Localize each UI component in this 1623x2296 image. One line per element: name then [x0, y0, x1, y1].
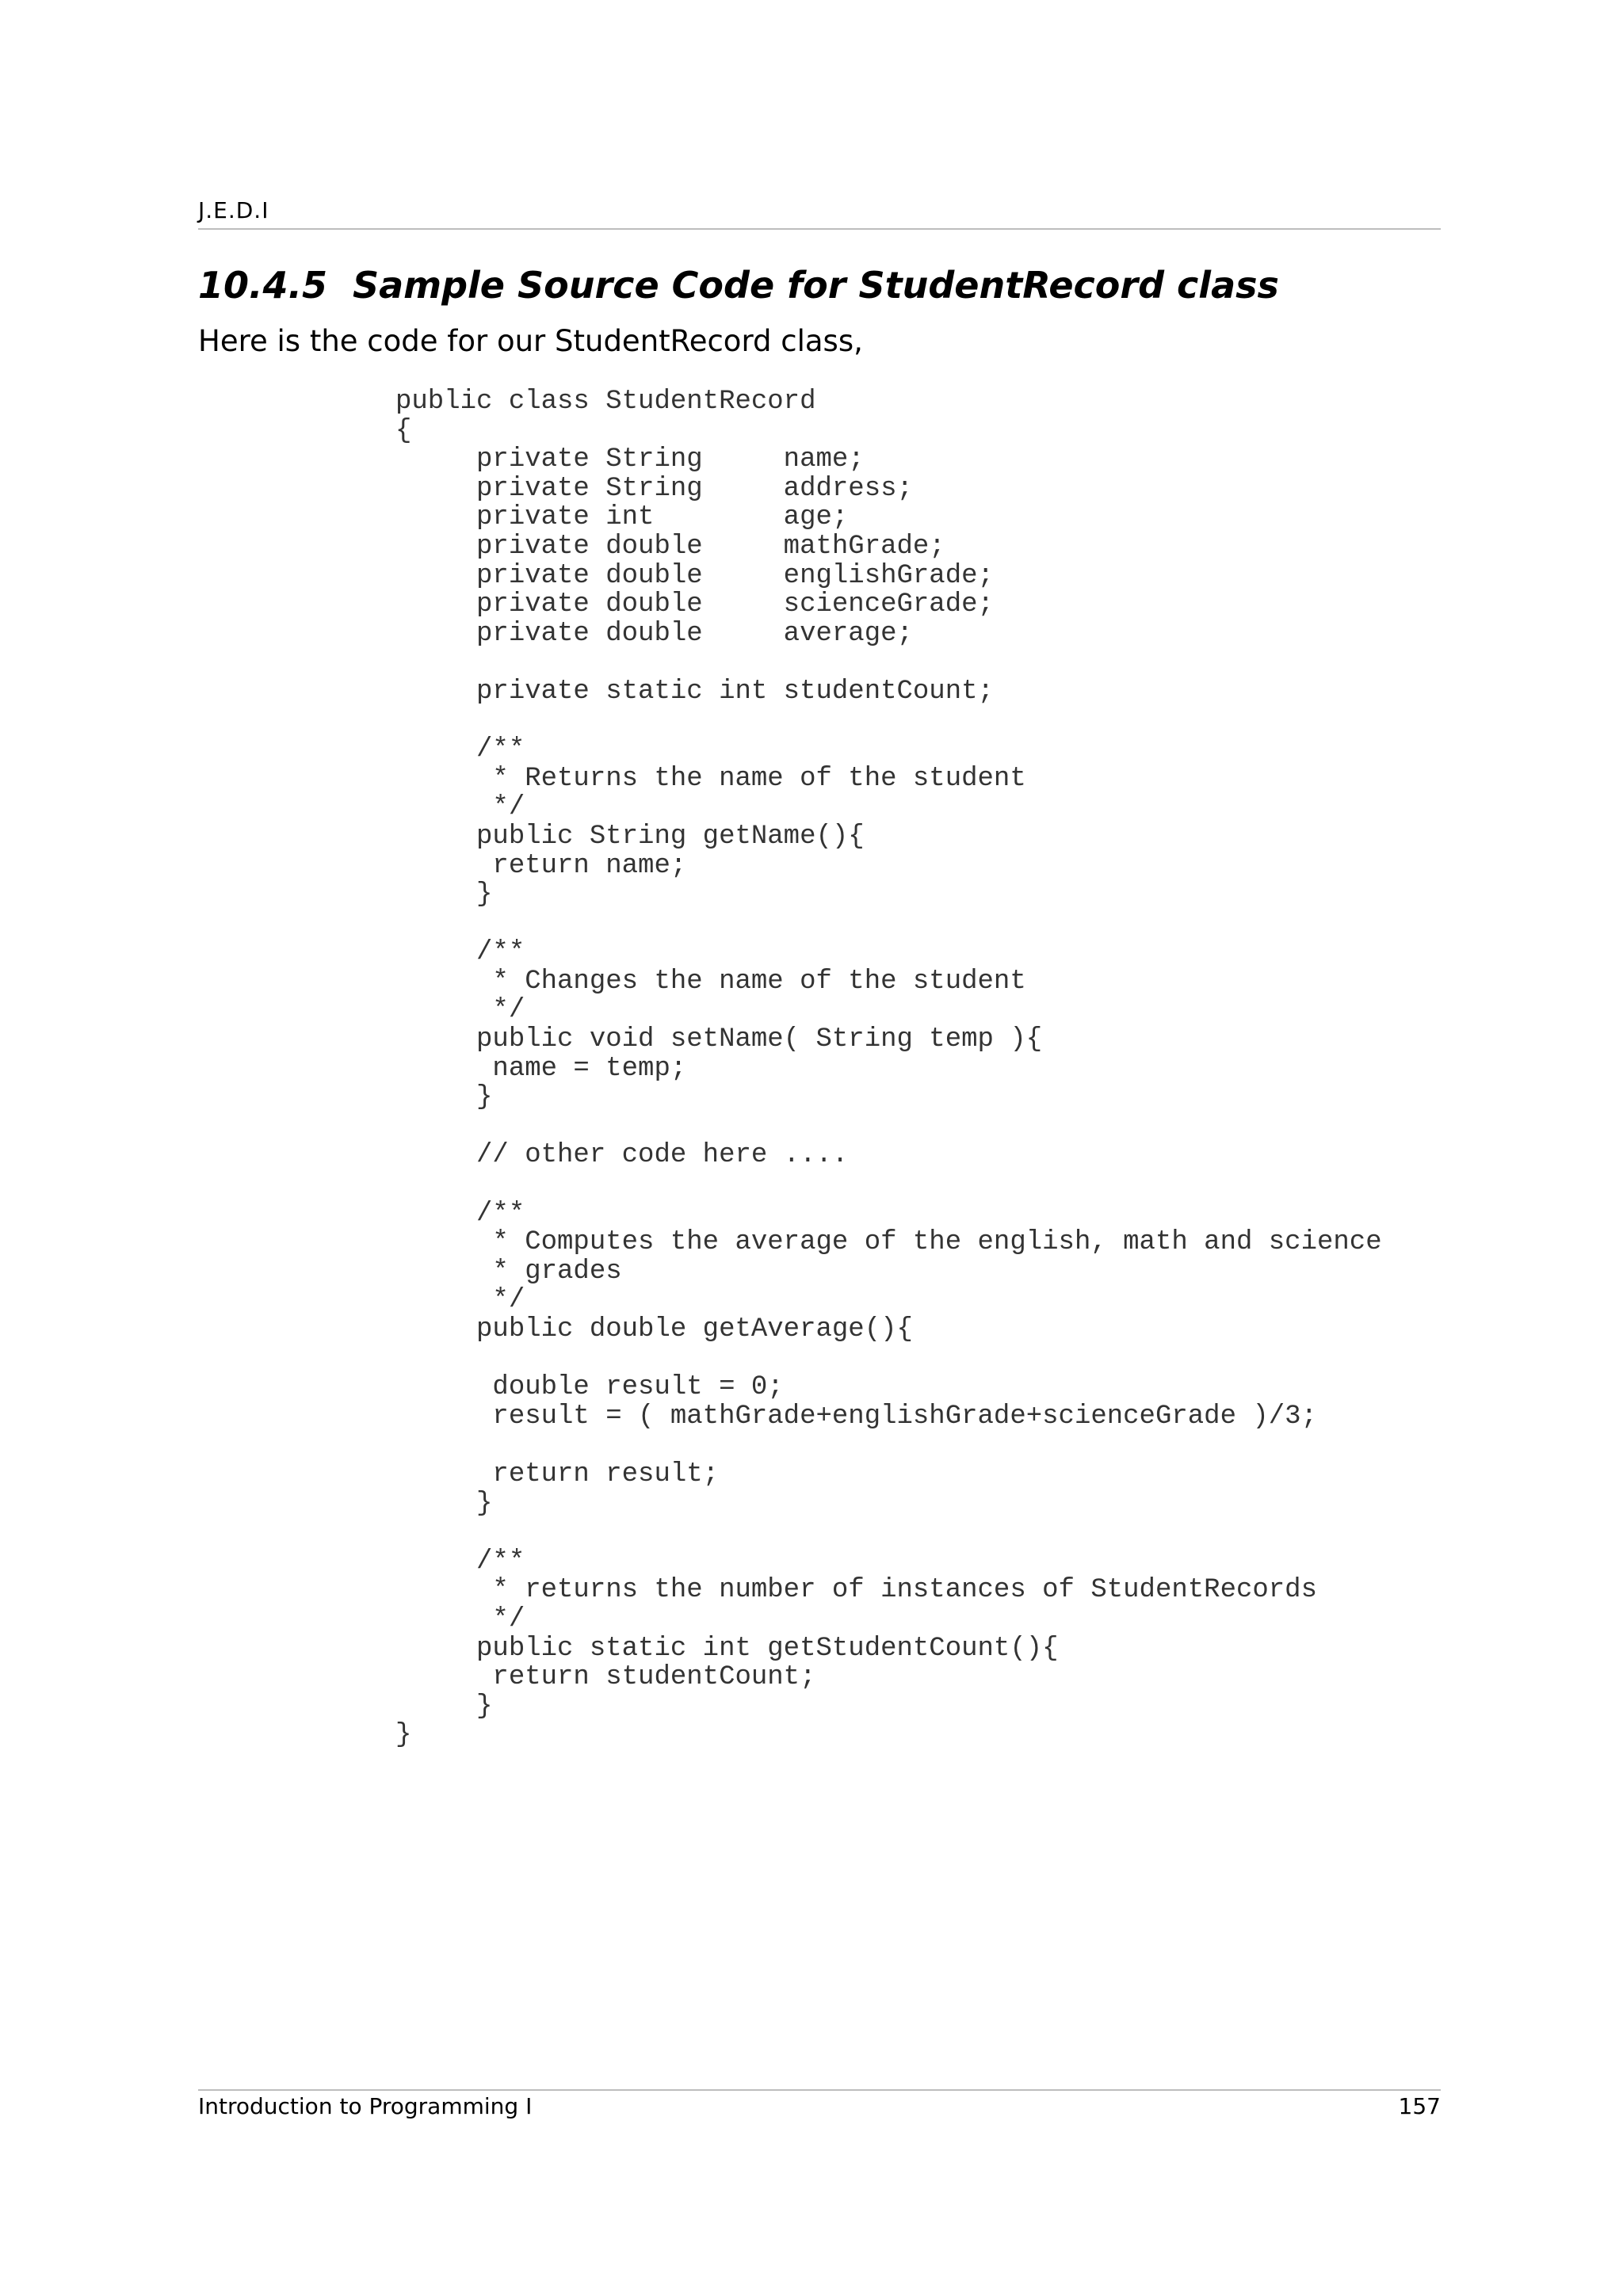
header-divider [198, 228, 1441, 230]
footer-divider [198, 2089, 1441, 2091]
section-title: 10.4.5 Sample Source Code for StudentRecord class [198, 264, 1279, 307]
running-header: J.E.D.I [198, 197, 269, 223]
page-number: 157 [1398, 2093, 1441, 2119]
code-listing: public class StudentRecord { private String name; private String address; private int age; private double mathGrade; private double englishGrade; private double scienceGrade; private double average; private static int studentCount; /** * Returns the name of the student */ public String getName(){ return name; } /** * Changes the name of the student */ public void setName( String temp ){ name = temp; } // other code here .... /** * Computes the average of the english, math and science * grades */ public double getAverage(){ double result = 0; result = ( mathGrade+englishGrade+scienceGrade )/3; return result; } /** * returns the number of instances of StudentRecords */ public static int getStudentCount(){ return studentCount; } } [395, 387, 1382, 1751]
intro-paragraph: Here is the code for our StudentRecord class, [198, 324, 863, 358]
footer-book-title: Introduction to Programming I [198, 2093, 533, 2119]
